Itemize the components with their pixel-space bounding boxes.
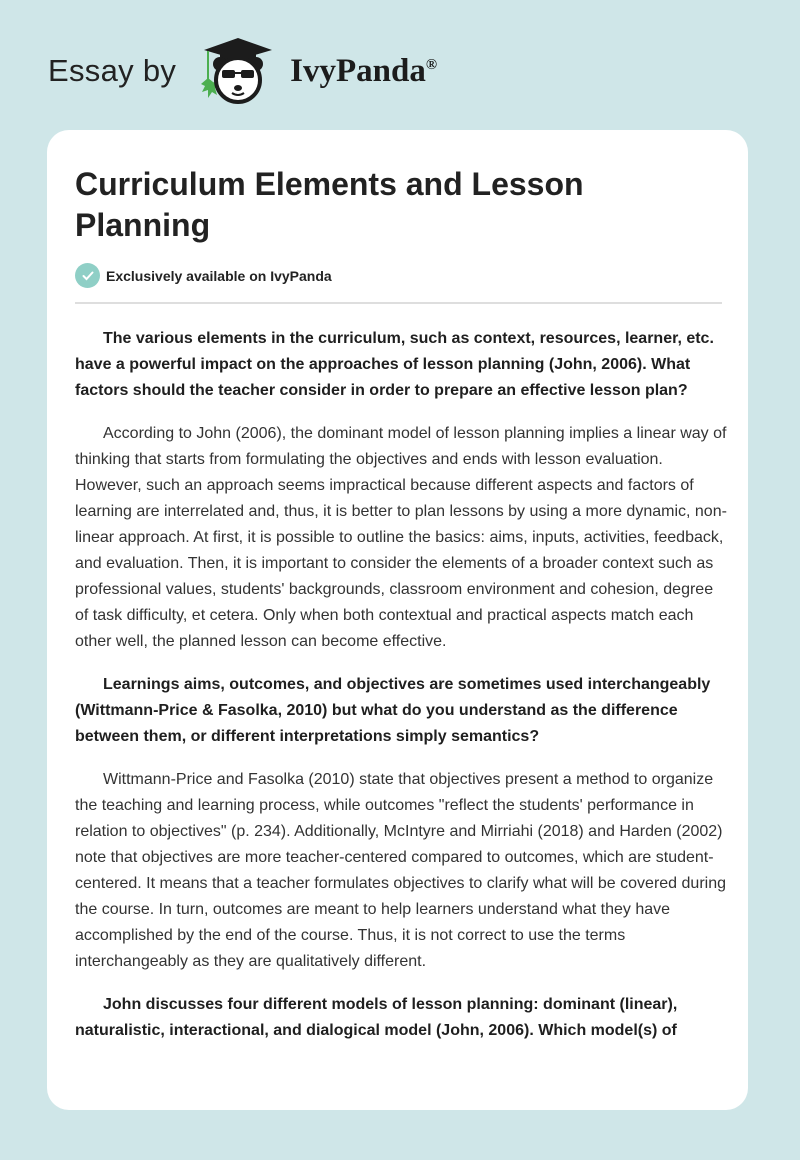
brand-text: IvyPanda <box>290 52 426 89</box>
exclusive-badge <box>75 263 332 288</box>
badge-label: Exclusively available on IvyPanda <box>106 267 332 284</box>
question-paragraph: The various elements in the curriculum, such as context, resources, learner, etc. have a powerful impact on the approaches of lesson planning (John, 2006). What factors should the teacher consider in order to prepare an effective lesson plan? <box>75 330 714 399</box>
page-title: Curriculum Elements and Lesson Planning <box>75 166 584 243</box>
essay-content <box>75 326 727 1061</box>
answer-paragraph: Wittmann-Price and Fasolka (2010) state that objectives present a method to organize the teaching and learning process, while outcomes "reflect the students' performance in relation to objectives" (p. 234). Additionally, McIntyre and Mirriahi (2018) and Harden (2002) note that objectives are more teacher-centered compared to outcomes, which are student-centered. It means that a teacher formulates objectives to clarify what will be covered during the course. In turn, outcomes are meant to help learners understand what they have accomplished by the end of the course. Thus, it is not correct to use the terms interchangeably as they are qualitatively different. <box>75 771 726 970</box>
check-circle-icon <box>75 263 100 288</box>
essay-card <box>47 130 748 1110</box>
panda-logo-icon[interactable] <box>194 36 282 106</box>
site-header <box>48 36 437 106</box>
divider <box>75 302 722 304</box>
brand-name[interactable] <box>290 53 437 90</box>
registered-mark: ® <box>425 56 438 73</box>
question-paragraph: Learnings aims, outcomes, and objectives are sometimes used interchangeably (Wittmann-Price & Fasolka, 2010) but what do you understand as the difference between them, or different interpretations simply semantics? <box>75 676 711 745</box>
question-paragraph: John discusses four different models of lesson planning: dominant (linear), naturalistic, interactional, and dialogical model (John, 2006). Which model(s) of <box>75 996 678 1039</box>
answer-paragraph: According to John (2006), the dominant model of lesson planning implies a linear way of thinking that starts from formulating the objectives and ends with lesson evaluation. However, such an approach seems impractical because different aspects and factors of learning are interrelated and, thus, it is better to plan lessons by using a more dynamic, non-linear approach. At first, it is possible to outline the basics: aims, inputs, activities, feedback, and evaluation. Then, it is important to consider the elements of a broader context such as professional values, students' backgrounds, classroom environment and cohesion, degree of task difficulty, et cetera. Only when both contextual and practical aspects match each other well, the planned lesson can become effective. <box>75 425 727 650</box>
essay-by-label: Essay by <box>48 53 177 88</box>
